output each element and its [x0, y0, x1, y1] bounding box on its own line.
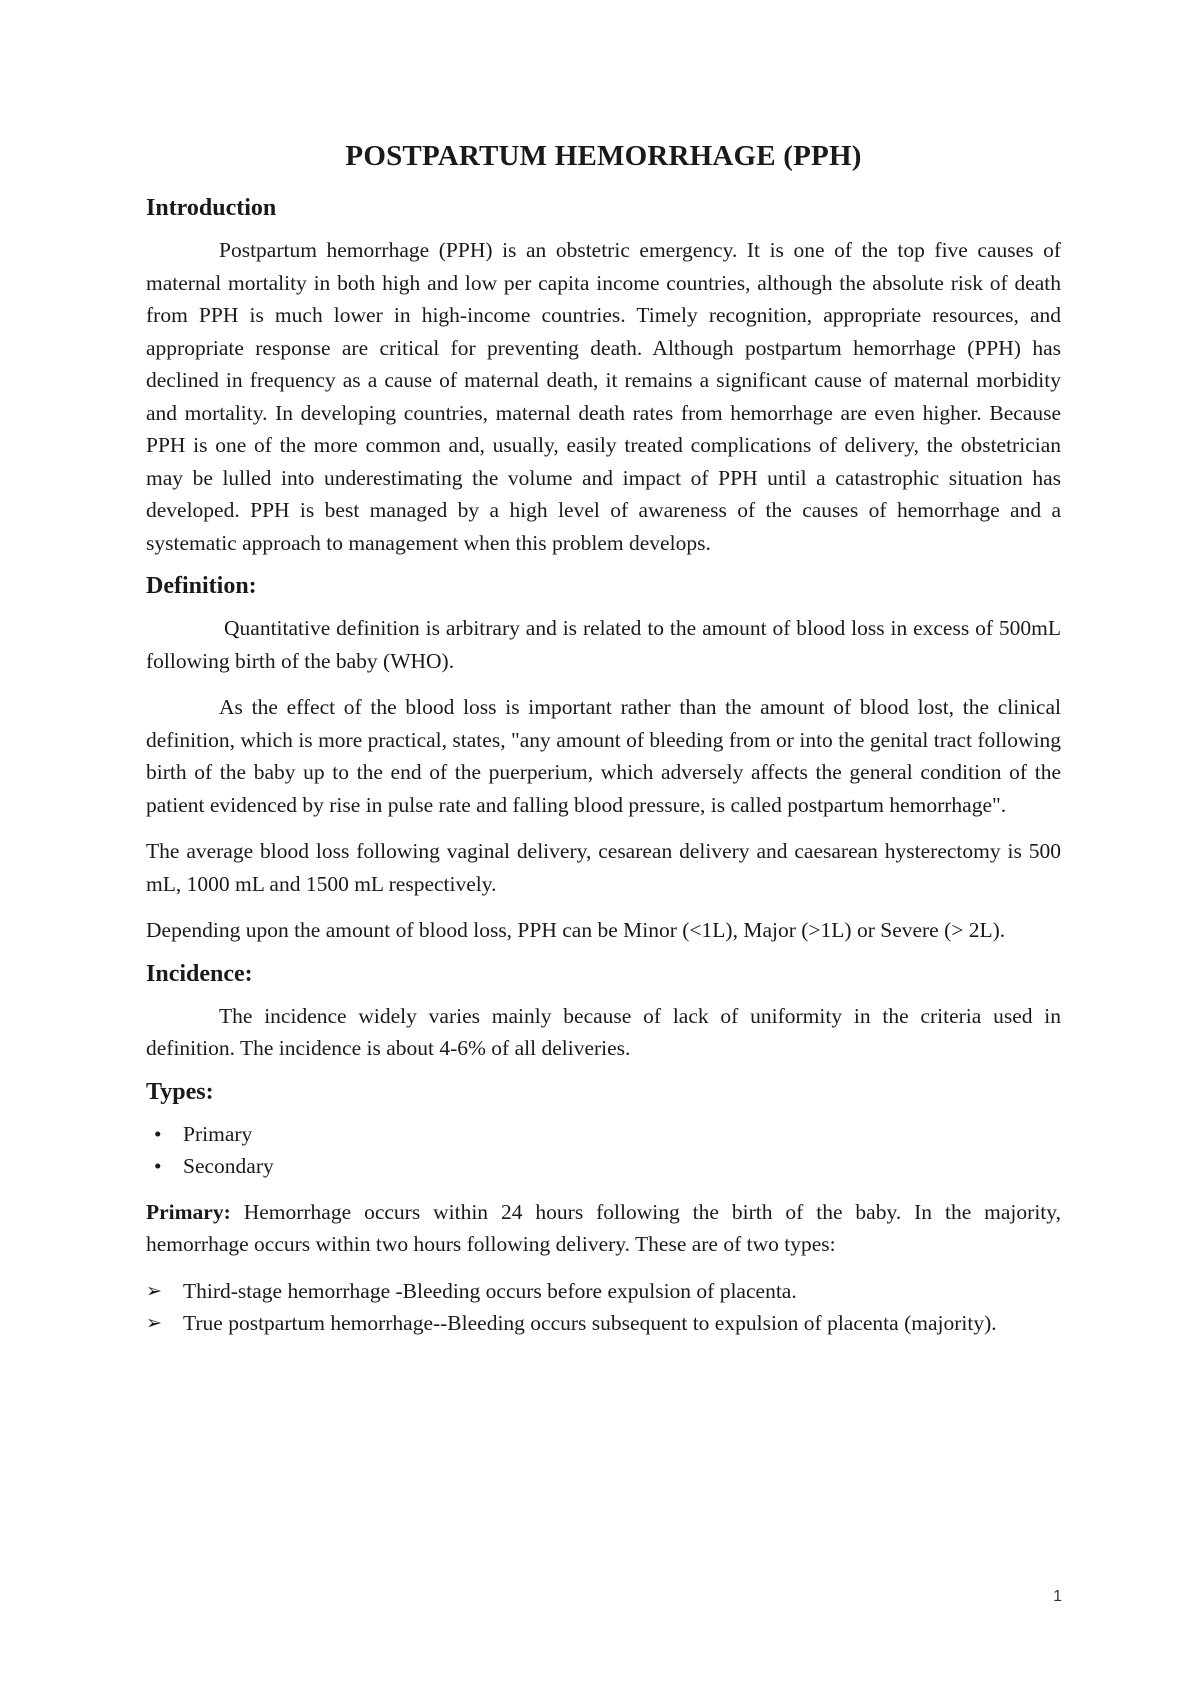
introduction-heading: Introduction	[146, 195, 277, 221]
document-page	[146, 140, 1061, 1340]
arrow-bullet-icon: ➢	[146, 1279, 162, 1302]
list-item	[146, 1275, 1061, 1308]
list-item	[146, 1118, 1061, 1150]
introduction-paragraph: Postpartum hemorrhage (PPH) is an obstetric emergency. It is one of the top five causes of maternal mortality in both high and low per capita income countries, although the absolute risk of death from PPH is much lower in high-income countries. Timely recognition, appropriate resources, and appropriate response are critical for preventing death. Although postpartum hemorrhage (PPH) has declined in frequency as a cause of maternal death, it remains a significant cause of maternal morbidity and mortality. In developing countries, maternal death rates from hemorrhage are even higher. Because PPH is one of the more common and, usually, easily treated complications of delivery, the obstetrician may be lulled into underestimating the volume and impact of PPH until a catastrophic situation has developed. PPH is best managed by a high level of awareness of the causes of hemorrhage and a systematic approach to management when this problem develops.	[146, 238, 1061, 555]
primary-text: Hemorrhage occurs within 24 hours following the birth of the baby. In the majority, hemorrhage occurs within two hours following delivery. These are of two types:	[146, 1199, 1061, 1256]
types-heading: Types:	[146, 1078, 214, 1105]
primary-paragraph	[146, 1196, 1061, 1261]
incidence-paragraph: The incidence widely varies mainly because of lack of uniformity in the criteria used in definition. The incidence is about 4-6% of all deliveries.	[146, 1003, 1061, 1060]
types-list	[146, 1118, 1061, 1182]
list-item	[146, 1150, 1061, 1182]
arrow-bullet-icon: ➢	[146, 1312, 162, 1334]
primary-label: Primary:	[146, 1199, 231, 1224]
page-number: 1	[1053, 1588, 1062, 1605]
definition-heading: Definition:	[146, 573, 257, 599]
document-title: POSTPARTUM HEMORRHAGE (PPH)	[345, 140, 862, 172]
list-item-label: Primary	[183, 1121, 253, 1146]
definition-paragraph-3: The average blood loss following vaginal delivery, cesarean delivery and caesarean hysterectomy is 500 mL, 1000 mL and 1500 mL respectively.	[146, 839, 1061, 896]
list-item-label: Third-stage hemorrhage -Bleeding occurs before expulsion of placenta.	[183, 1278, 797, 1303]
list-item-label: True postpartum hemorrhage--Bleeding occurs subsequent to expulsion of placenta (majority).	[183, 1311, 997, 1335]
list-item-label: Secondary	[183, 1153, 274, 1178]
definition-paragraph-1: Quantitative definition is arbitrary and is related to the amount of blood loss in excess of 500mL following birth of the baby (WHO).	[146, 616, 1061, 673]
definition-paragraph-2: As the effect of the blood loss is important rather than the amount of blood lost, the clinical definition, which is more practical, states, "any amount of bleeding from or into the genital tract following birth of the baby up to the end of the puerperium, which adversely affects the general condition of the patient evidenced by rise in pulse rate and falling blood pressure, is called postpartum hemorrhage".	[146, 695, 1061, 817]
incidence-heading: Incidence:	[146, 960, 253, 987]
bullet-icon: •	[154, 1153, 162, 1178]
primary-subtypes-list	[146, 1275, 1061, 1340]
list-item	[146, 1307, 1061, 1340]
definition-paragraph-4: Depending upon the amount of blood loss, PPH can be Minor (<1L), Major (>1L) or Severe (> 2L).	[146, 918, 1006, 942]
bullet-icon: •	[154, 1121, 162, 1146]
